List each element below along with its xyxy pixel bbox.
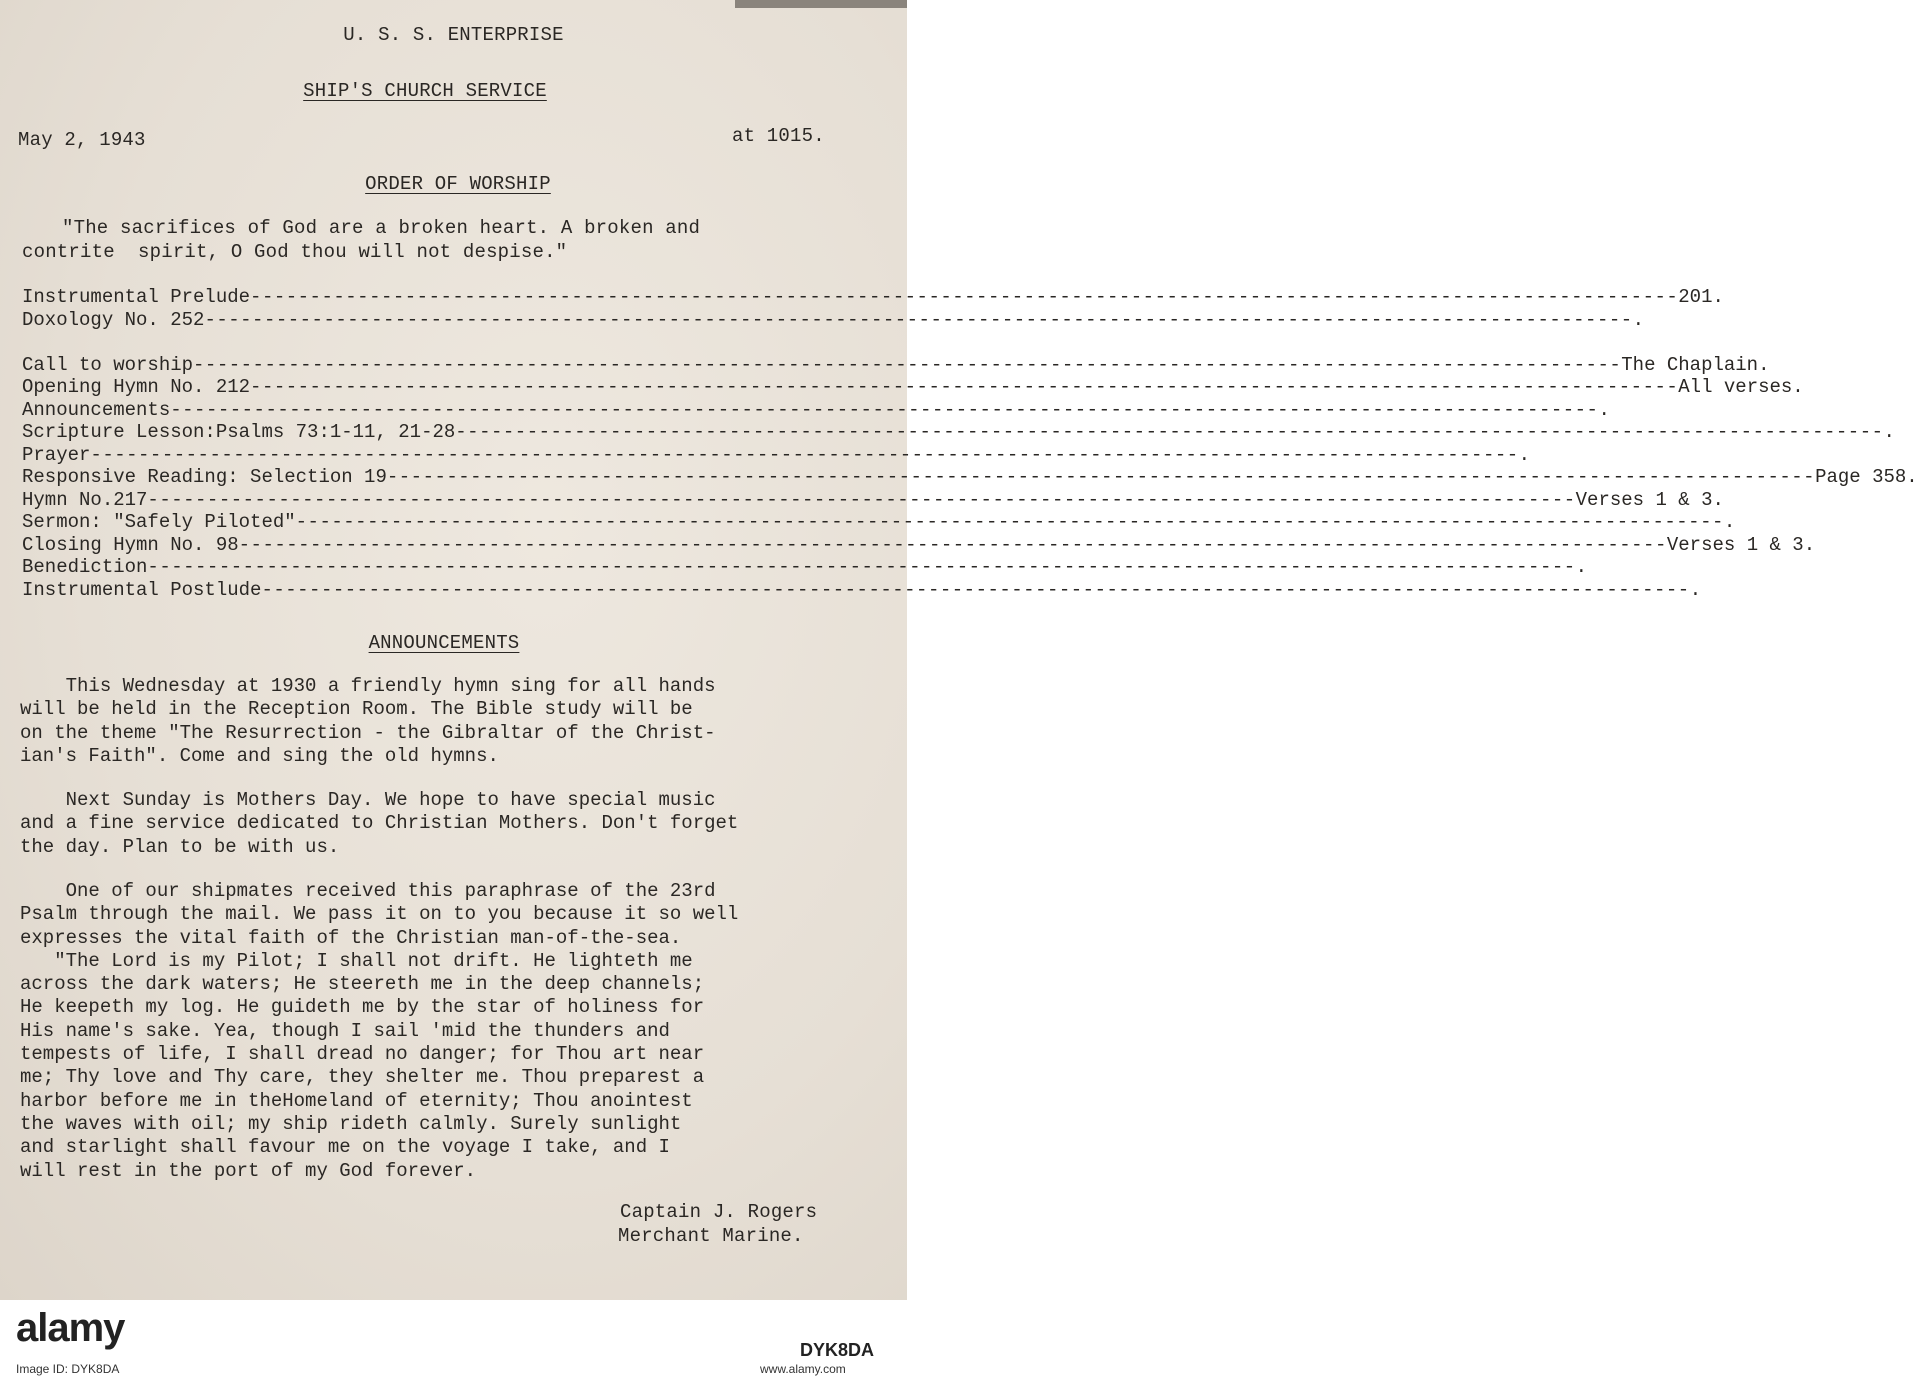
dash-leader: ------------------------------------------------------------------------------------------------------------------------ [261,578,1690,601]
dash-leader: ------------------------------------------------------------------------------------------------------------------------ [193,353,1622,376]
text-line: Next Sunday is Mothers Day. We hope to have special music [20,789,716,811]
watermark-logo: alamy [16,1306,125,1350]
text-line: me; Thy love and Thy care, they shelter me. Thou preparest a [20,1066,705,1089]
page-edge [735,0,907,8]
service-date: May 2, 1943 [18,129,146,151]
program-item-detail: . [1518,443,1531,466]
text-line: the waves with oil; my ship rideth calmly. Surely sunlight [20,1112,682,1135]
dash-leader: ------------------------------------------------------------------------------------------------------------------------ [250,286,1679,308]
program-item-label: Sermon: "Safely Piloted" [22,511,296,533]
announcement-paragraph-2 [20,789,900,859]
program-row [22,331,872,354]
program-row [22,376,1804,399]
program-item-detail: 201. [1678,286,1724,308]
dash-leader: ------------------------------------------------------------------------------------------------------------------------ [238,533,1667,556]
dash-leader: ------------------------------------------------------------------------------------------------------------------------ [147,556,1576,578]
program-row [22,286,1724,309]
signature-name: Captain J. Rogers [620,1201,818,1223]
program-item-label: Call to worship [22,353,194,376]
dash-leader: ------------------------------------------------------------------------------------------------------------------------ [250,376,1679,398]
program-item-detail: . [1575,556,1588,578]
program-item-label: Responsive Reading: Selection 19 [22,466,387,488]
text-line: ian's Faith". Come and sing the old hymns. [20,744,499,767]
text-line: will rest in the port of my God forever. [20,1159,477,1182]
announcement-paragraph-1 [20,675,900,768]
text-line: and starlight shall favour me on the voyage I take, and I [20,1136,670,1159]
dash-leader: ------------------------------------------------------------------------------------------------------------------------ [386,466,1816,488]
watermark-band [0,1300,907,1390]
text-line: and a fine service dedicated to Christian Mothers. Don't forget [20,812,739,835]
program-item-detail: All verses. [1678,376,1804,398]
announcements-title: ANNOUNCEMENTS [368,632,520,654]
announcement-paragraph-3 [20,880,900,1183]
program-item-label: Instrumental Postlude [22,578,262,601]
program-row [22,353,1770,377]
watermark-code: DYK8DA [800,1340,875,1360]
text-line: "The Lord is my Pilot; I shall not drift. He lighteth me [20,949,693,972]
dash-leader: ------------------------------------------------------------------------------------------------------------------------ [170,398,1599,421]
program-item-detail: . [1723,511,1736,533]
program-item-label: Prayer [22,443,91,466]
program-row [22,398,1610,422]
program-item-detail: The Chaplain. [1621,353,1770,376]
program-item-label: Benediction [22,556,148,578]
order-of-worship-list [22,286,1918,601]
program-item-label: Closing Hymn No. 98 [22,533,239,556]
program-row [22,443,1531,467]
program-item-detail: . [1883,421,1895,443]
text-line: expresses the vital faith of the Christian man-of-the-sea. [20,926,682,949]
dash-leader: ------------------------------------------------------------------------------------------------------------------------ [90,443,1519,466]
program-row [22,556,1588,579]
program-item-detail: Verses 1 & 3. [1575,488,1724,511]
watermark-image-id: Image ID: DYK8DA [16,1362,120,1376]
program-item-label: Doxology No. 252 [22,308,205,331]
program-item-detail: . [1632,308,1645,331]
program-item-detail: Verses 1 & 3. [1666,533,1816,556]
program-item-label: Scripture Lesson:Psalms 73:1-11, 21-28 [22,421,456,443]
text-line: Psalm through the mail. We pass it on to you because it so well [20,903,739,926]
program-row [22,421,1895,444]
service-title: SHIP'S CHURCH SERVICE [303,80,547,102]
service-time: at 1015. [732,125,825,147]
text-line: on the theme "The Resurrection - the Gibraltar of the Christ- [20,721,716,744]
text-line: This Wednesday at 1930 a friendly hymn sing for all hands [20,675,716,697]
program-row [22,578,1702,602]
signature-title: Merchant Marine. [618,1225,804,1247]
program-item-detail: Page 358. [1815,466,1918,488]
dash-leader: ------------------------------------------------------------------------------------------------------------------------ [295,511,1724,533]
program-row [22,488,1724,512]
program-item-label: Announcements [22,398,171,421]
ship-name: U. S. S. ENTERPRISE [343,24,564,46]
dash-leader: ------------------------------------------------------------------------------------------------------------------------ [204,308,1633,331]
text-line: across the dark waters; He steereth me in the deep channels; [20,973,705,996]
text-line: harbor before me in theHomeland of eternity; Thou anointest [20,1089,693,1112]
program-row [22,511,1736,534]
text-line: He keepeth my log. He guideth me by the star of holiness for [20,996,705,1019]
text-line: will be held in the Reception Room. The Bible study will be [20,698,693,721]
dash-leader: ------------------------------------------------------------------------------------------------------------------------ [455,421,1884,443]
program-item-detail: . [1689,578,1702,601]
program-item-detail: . [1598,398,1610,421]
text-line: One of our shipmates received this paraphrase of the 23rd [20,880,716,902]
verse-line-1: "The sacrifices of God are a broken heart. A broken and [62,217,701,239]
program-item-label: Opening Hymn No. 212 [22,376,251,398]
program-row [22,308,1645,332]
program-item-label: Instrumental Prelude [22,286,251,308]
text-line: tempests of life, I shall dread no danger; for Thou art near [20,1043,705,1066]
program-row [22,466,1918,489]
order-title: ORDER OF WORSHIP [365,173,551,195]
text-line: His name's sake. Yea, though I sail 'mid the thunders and [20,1019,670,1042]
verse-line-2: contrite spirit, O God thou will not despise." [22,241,568,263]
program-item-label: Hymn No.217 [22,488,148,511]
watermark-url: www.alamy.com [760,1362,846,1376]
text-line: the day. Plan to be with us. [20,835,340,858]
program-row [22,533,1816,557]
dash-leader: ------------------------------------------------------------------------------------------------------------------------ [147,488,1576,511]
